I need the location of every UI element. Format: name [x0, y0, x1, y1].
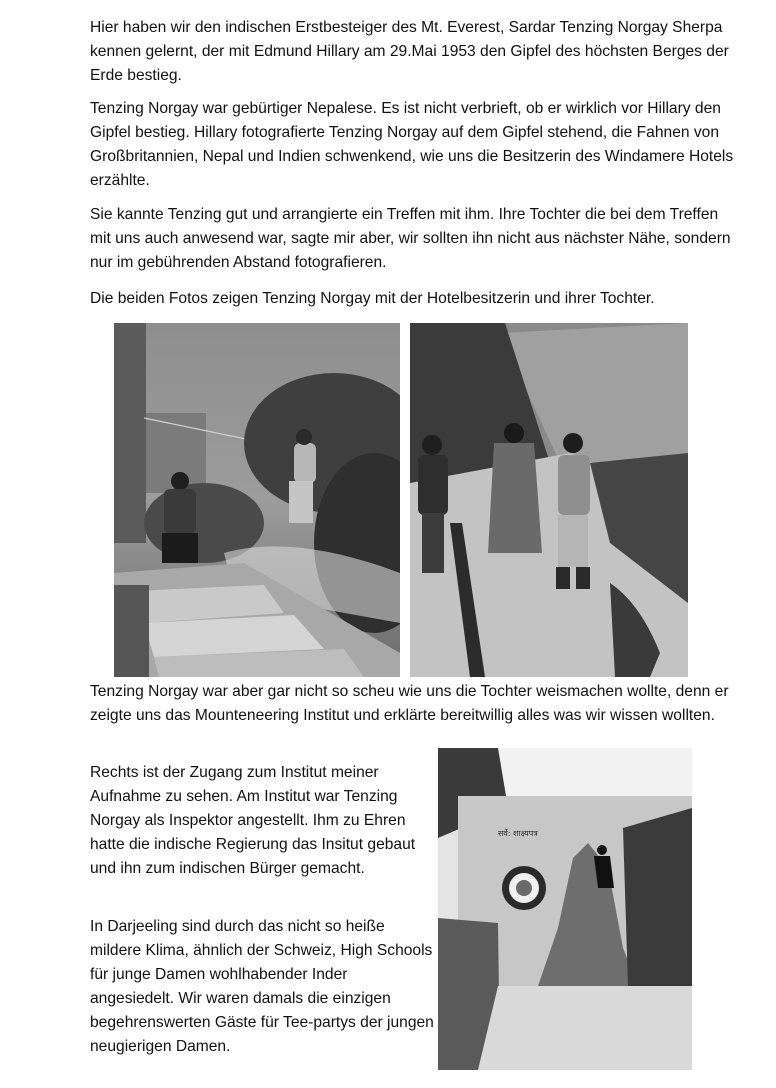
- paragraph-photo-caption: Die beiden Fotos zeigen Tenzing Norgay mit der Hotelbesitzerin und ihrer Tochter.: [90, 290, 655, 307]
- paragraph-entrance: Rechts ist der Zugang zum Institut meiner Aufnahme zu sehen. Am Institut war Tenzing Norgay als Inspektor angestellt. Ihm zu Ehren hatte die indische Regierung das Insitut gebaut und ihn zum indischen Bürger gemacht.: [90, 764, 416, 877]
- paragraph-institute: Tenzing Norgay war aber gar nicht so scheu wie uns die Tochter weismachen wollte, denn er zeigte uns das Mounteneering Institut und erklärte bereitwillig alles was wir wissen wollten.: [90, 683, 729, 724]
- photo-three-people: [410, 323, 688, 677]
- paragraph-darjeeling: In Darjeeling sind durch das nicht so heiße mildere Klima, ähnlich der Schweiz, High Schools für junge Damen wohlhabender Inder angesiedelt. Wir waren damals die einzigen begehrenswerten Gäste für Tee-partys der jungen neugierigen Damen.: [90, 918, 434, 1055]
- photo-institute-entrance: [438, 748, 692, 1070]
- paragraph-nepalese: Tenzing Norgay war gebürtiger Nepalese. Es ist nicht verbrieft, ob er wirklich vor Hillary den Gipfel bestieg. Hillary fotografierte Tenzing Norgay auf dem Gipfel stehend, die Fahnen von Großbritannien, Nepal und Indien schwenkend, wie uns die Besitzerin des Windamere Hotels erzählte.: [90, 100, 734, 189]
- wall-text-left: सर्वे: शाक्ष्यपत्र: [498, 829, 538, 838]
- paragraph-intro: Hier haben wir den indischen Erstbesteiger des Mt. Everest, Sardar Tenzing Norgay Sherpa kennen gelernt, der mit Edmund Hillary am 29.Mai 1953 den Gipfel des höchsten Berges der Erde bestieg.: [90, 19, 729, 84]
- photo-garden-steps: [114, 323, 400, 677]
- paragraph-meeting: Sie kannte Tenzing gut und arrangierte ein Treffen mit ihm. Ihre Tochter die bei dem Treffen mit uns auch anwesend war, sagte mir aber, wir sollten ihn nicht aus nächster Nähe, sondern nur im gebührenden Abstand fotografieren.: [90, 206, 731, 271]
